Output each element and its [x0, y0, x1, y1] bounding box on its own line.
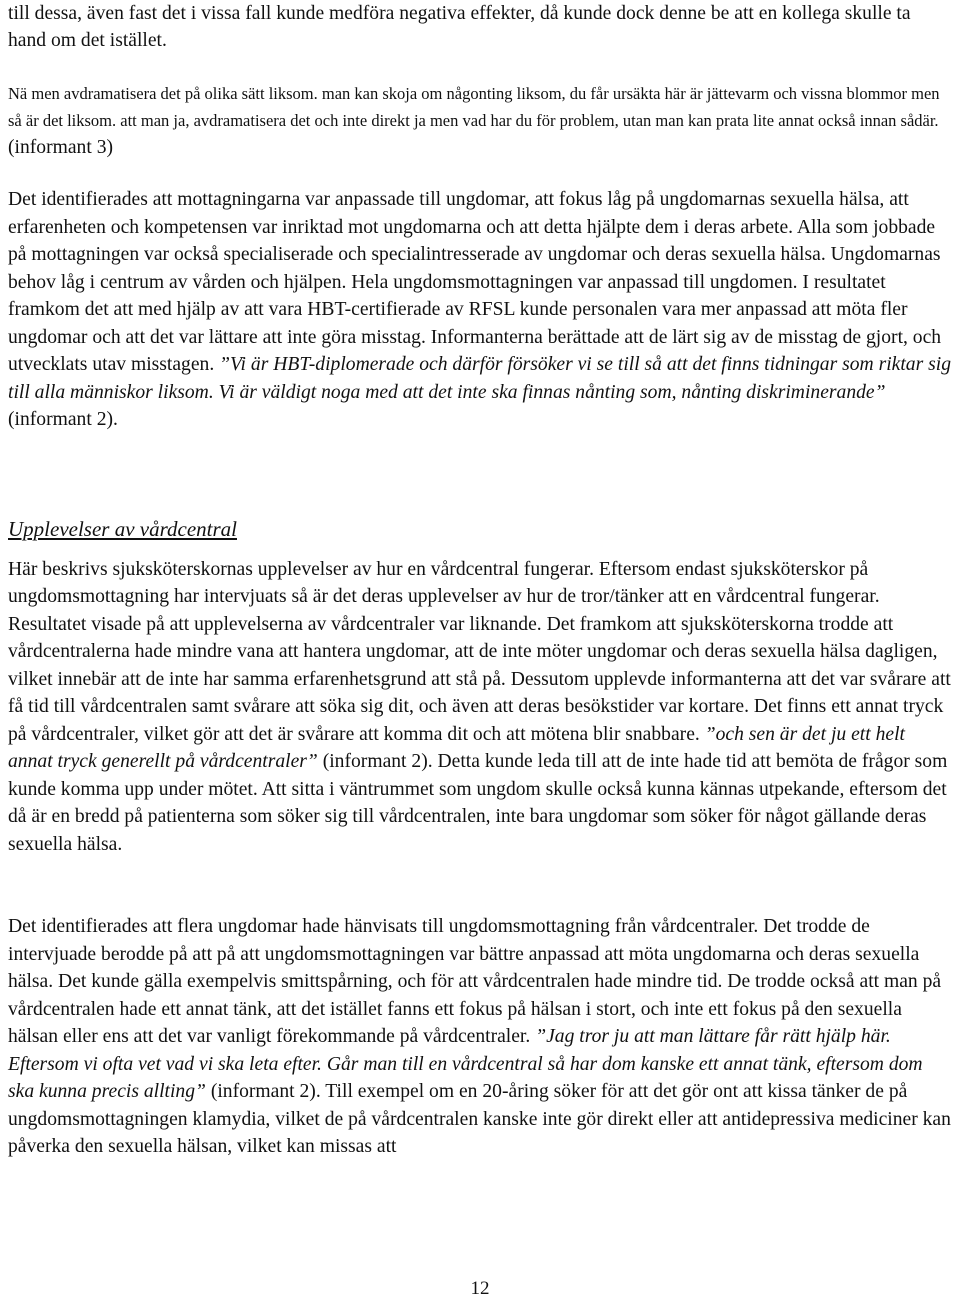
intro-paragraph: till dessa, även fast det i vissa fall kunde medföra negativa effekter, då kunde dock denne be att en kollega skulle ta hand om det istället. [8, 3, 911, 51]
quote-text: Nä men avdramatisera det på olika sätt liksom. man kan skoja om någonting liksom, du får ursäkta här är jättevarm och vissna blommor men så är det liksom. att man ja, avdramatisera det och inte direkt ja men vad har du för problem, utan man kan prata lite annat också innan sådär. [8, 84, 940, 130]
section-heading: Upplevelser av vårdcentral [8, 516, 237, 541]
paragraph-mottagningar [8, 186, 952, 434]
paragraph-text: Det identifierades att mottagningarna var anpassade till ungdomar, att fokus låg på ungdomarnas sexuella hälsa, att erfarenheten och kompetensen var inriktad mot ungdomarna och att detta hjälpte dem i deras arbete. Alla som jobbade på mottagningen var också specialiserade och specialintresserade av ungdomar och deras sexuella hälsa. Ungdomarnas behov låg i centrum av vården och hjälpen. Hela ungdomsmottagningen var anpassad till ungdomen. I resultatet framkom det att med hjälp av att vara HBT-certifierade av RFSL kunde personalen vara mer anpassad att möta fler ungdomar och att det var lättare att inte göra misstag. Informanterna berättade att de lärt sig av de misstag de gjort, och utvecklats utav misstagen. [8, 189, 942, 375]
paragraph-quote: ”och sen är det ju ett helt annat tryck generellt på vårdcentraler” [8, 723, 905, 772]
page-number: 12 [470, 1278, 490, 1299]
intro-quote-block [8, 0, 952, 161]
paragraph-vardcentral-1 [8, 556, 952, 859]
document-page [8, 0, 952, 1299]
paragraph-tail: (informant 2). Till exempel om en 20-åring söker för att det gör ont att kissa tänker de på ungdomsmottagningen klamydia, vilket de på vårdcentralen kanske inte gör direkt eller att antidepressiva mediciner kan påverka den sexuella hälsan, vilket kan missas att [8, 1081, 951, 1157]
paragraph-text: Det identifierades att flera ungdomar hade hänvisats till ungdomsmottagning från vårdcentraler. Det trodde de intervjuade berodde på att på att ungdomsmottagningen var bättre anpassad att möta ungdomarna och deras sexuella hälsa. Det kunde gälla exempelvis smittspårning, och för att vårdcentralen hade mindre tid. De trodde också att man på vårdcentralen hade ett annat tänk, att det istället fanns ett fokus på hälsan i stort, och inte ett fokus på den sexuella hälsan eller ens att det var vanligt förekommande på vårdcentraler. [8, 916, 942, 1047]
paragraph-quote: ”Jag tror ju att man lättare får rätt hjälp här. Eftersom vi ofta vet vad vi ska leta efter. Går man till en vårdcentral så har dom kanske ett annat tänk, eftersom dom ska kunna precis allting” [8, 1026, 923, 1102]
paragraph-vardcentral-2 [8, 913, 952, 1161]
paragraph-tail: (informant 2). Detta kunde leda till att de inte hade tid att bemöta de frågor som kunde komma upp under mötet. Att sitta i väntrummet som ungdom skulle också kunna kännas utpekande, eftersom det då är en bredd på patienterna som söker sig till vårdcentralen, inte bara ungdomar som söker för något gällande deras sexuella hälsa. [8, 751, 948, 855]
interview-quote [8, 80, 952, 161]
paragraph-attribution: (informant 2). [8, 409, 118, 430]
quote-attribution: (informant 3) [8, 137, 114, 158]
paragraph-quote: ”Vi är HBT-diplomerade och därför försöker vi se till så att det finns tidningar som riktar sig till alla människor liksom. Vi är väldigt noga med att det inte ska finnas nånting som, nånting diskriminerande” [8, 354, 951, 403]
paragraph-text: Här beskrivs sjuksköterskornas upplevelser av hur en vårdcentral fungerar. Eftersom endast sjuksköterskor på ungdomsmottagning har intervjuats så är det deras upplevelser av hur de tror/tänker att en vårdcentral fungerar. Resultatet visade på att upplevelserna av vårdcentraler var liknande. Det framkom att sjuksköterskorna trodde att vårdcentralerna hade mindre vana att hantera ungdomar, att de inte möter ungdomar och deras sexuella hälsa dagligen, vilket innebär att de inte har samma erfarenhetsgrund att stå på. Dessutom upplevde informanterna att det var svårare att få tid till vårdcentralen samt svårare att söka sig dit, och även att deras besökstider var kortare. Det finns ett annat tryck på vårdcentraler, vilket gör att det är svårare att komma dit och att mötena blir snabbare. [8, 558, 951, 745]
